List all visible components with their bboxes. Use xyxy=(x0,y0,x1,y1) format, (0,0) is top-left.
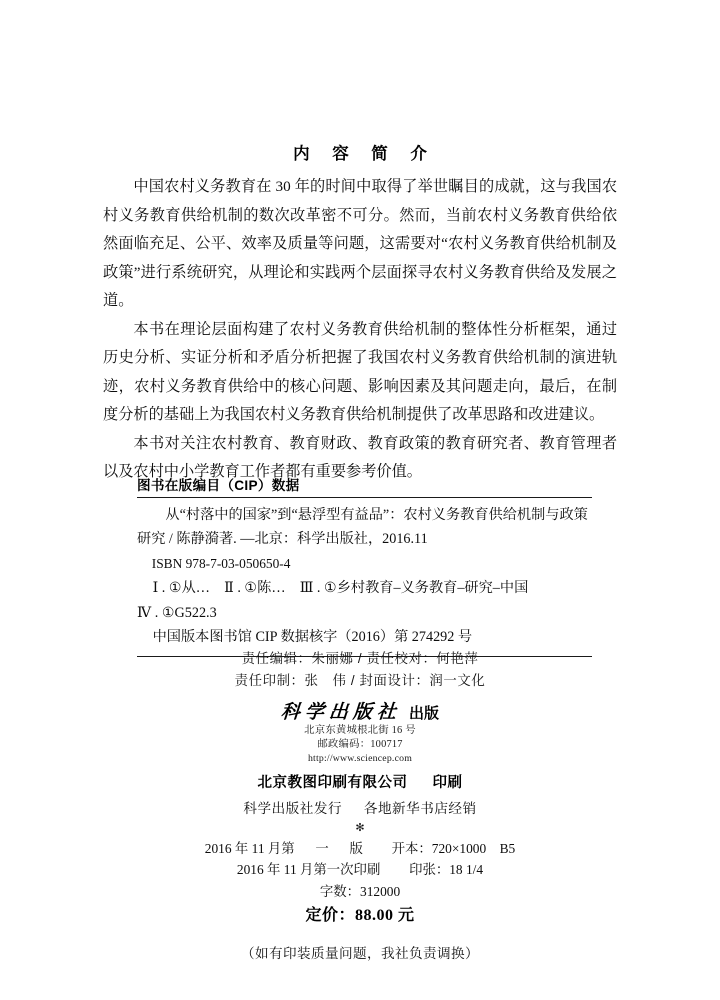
abstract-paragraph-3: 本书对关注农村教育、教育财政、教育政策的教育研究者、教育管理者以及农村中小学教育工作者都有重要参考价值。 xyxy=(103,434,617,480)
sheets-label: 印张： xyxy=(409,862,450,878)
edition-line xyxy=(0,838,720,860)
distribution-row xyxy=(0,797,720,817)
publisher-postcode: 邮政编码：100717 xyxy=(317,739,403,751)
printer-name: 北京教图印刷有限公司 xyxy=(257,774,408,791)
printer-verb: 印刷 xyxy=(432,774,463,791)
cip-heading: 图书在版编目（CIP）数据 xyxy=(137,478,300,493)
publisher-row xyxy=(0,697,720,724)
publisher-url: http://www.sciencep.com xyxy=(307,753,413,765)
edition-number: 一 xyxy=(315,840,329,856)
retailer: 各地新华书店经销 xyxy=(363,800,477,816)
cip-title-line: 从“村落中的国家”到“悬浮型有益品”：农村义务教育供给机制与政策研究 / 陈静漪著. —北京：科学出版社，2016.11 xyxy=(137,507,588,548)
asterisk-separator: ✻ xyxy=(355,821,365,834)
sheets-value: 18 1/4 xyxy=(449,862,484,878)
print-date: 2016 年 11 月第一次印刷 xyxy=(236,862,381,878)
distributor: 科学出版社发行 xyxy=(243,800,343,816)
editor-line: 责任编辑：朱丽娜 / 责任校对：何艳萍 xyxy=(241,651,479,666)
quality-note: （如有印装质量问题，我社负责调换） xyxy=(241,946,479,962)
word-count-line xyxy=(0,881,720,903)
print-run-line xyxy=(0,859,720,881)
cip-section xyxy=(137,474,592,657)
publisher-logo: 科学出版社 xyxy=(280,702,402,723)
abstract-title: 内 容 简 介 xyxy=(293,145,436,163)
publisher-address: 北京东黄城根北街 16 号 xyxy=(304,725,416,736)
abstract-section xyxy=(103,140,617,487)
printer-row xyxy=(0,771,720,792)
publisher-verb: 出版 xyxy=(409,705,440,722)
format-label: 开本： xyxy=(391,840,432,856)
format-value: 720×1000 B5 xyxy=(431,840,516,856)
cip-body xyxy=(137,498,592,649)
abstract-paragraph-2: 本书在理论层面构建了农村义务教育供给机制的整体性分析框架，通过历史分析、实证分析和矛盾分析把握了我国农村义务教育供给机制的演进轨迹，农村义务教育供给中的核心问题、影响因素及其问题走向，最后，在制度分析的基础上为我国农村义务教育供给机制提供了改革思路和改进建议。 xyxy=(103,320,617,423)
cip-isbn: ISBN 978-7-03-050650-4 xyxy=(151,555,291,571)
edition-date: 2016 年 11 月第 xyxy=(204,840,295,856)
cip-classification-line-1: Ⅰ . ①从… Ⅱ . ①陈… Ⅲ . ①乡村教育–义务教育–研究–中国 xyxy=(152,580,529,597)
words-value: 312000 xyxy=(360,883,401,899)
cip-number: 中国版本图书馆 CIP 数据核字（2016）第 274292 号 xyxy=(152,629,473,646)
production-line: 责任印制：张 伟 / 封面设计：润一文化 xyxy=(234,672,486,688)
abstract-paragraph-1: 中国农村义务教育在 30 年的时间中取得了举世瞩目的成就，这与我国农村义务教育供给机制的数次改革密不可分。然而，当前农村义务教育供给依然面临充足、公平、效率及质量等问题，这需要对“农村义务教育供给机制及政策”进行系统研究，从理论和实践两个层面探寻农村义务教育供给及发展之道。 xyxy=(103,178,617,309)
imprint-section xyxy=(0,648,720,978)
specs-section xyxy=(0,838,720,965)
edition-unit: 版 xyxy=(349,840,363,856)
words-label: 字数： xyxy=(319,883,360,899)
price-line xyxy=(0,904,720,928)
cip-classification-line-2: Ⅳ . ①G522.3 xyxy=(137,604,217,621)
price-label: 定价： xyxy=(305,907,355,925)
price-value: 88.00 元 xyxy=(355,907,415,925)
